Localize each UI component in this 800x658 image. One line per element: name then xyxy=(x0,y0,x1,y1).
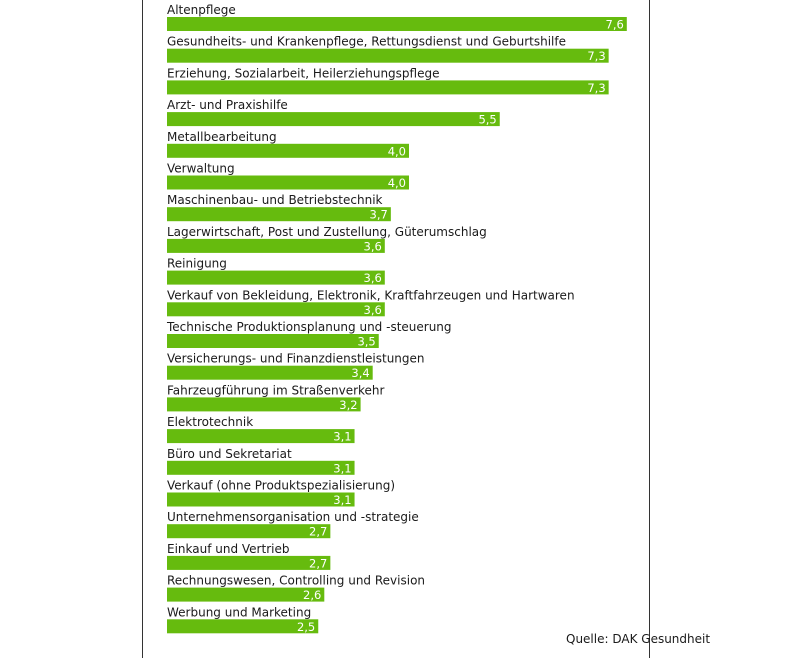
value-label: 2,7 xyxy=(309,524,328,539)
value-label: 2,5 xyxy=(296,619,316,634)
bar xyxy=(167,429,355,443)
bar xyxy=(167,302,385,316)
value-label: 3,6 xyxy=(363,239,382,254)
category-label: Verkauf (ohne Produktspezialisierung) xyxy=(167,478,395,493)
bar xyxy=(167,397,361,411)
value-label: 4,0 xyxy=(387,144,406,159)
bar xyxy=(167,556,330,570)
value-label: 4,0 xyxy=(387,176,406,190)
value-label: 7,3 xyxy=(587,80,606,95)
category-label: Versicherungs- und Finanzdienstleistungen xyxy=(167,351,425,366)
bar xyxy=(167,239,385,253)
category-label: Altenpflege xyxy=(167,3,236,17)
value-label: 3,6 xyxy=(363,271,382,286)
bar xyxy=(167,366,373,380)
bar xyxy=(167,49,609,63)
category-label: Arzt- und Praxishilfe xyxy=(167,98,288,113)
value-label: 7,6 xyxy=(605,17,624,32)
bar xyxy=(167,176,409,190)
value-label: 3,1 xyxy=(333,429,352,444)
category-label: Lagerwirtschaft, Post und Zustellung, Güterumschlag xyxy=(167,224,487,239)
source-note: Quelle: DAK Gesundheit xyxy=(566,632,711,646)
bar xyxy=(167,334,379,348)
category-label: Maschinenbau- und Betriebstechnik xyxy=(167,193,383,208)
category-label: Elektrotechnik xyxy=(167,415,254,430)
category-label: Verkauf von Bekleidung, Elektronik, Kraftfahrzeugen und Hartwaren xyxy=(167,288,575,303)
bar xyxy=(167,80,609,94)
category-label: Verwaltung xyxy=(167,161,235,176)
value-label: 3,1 xyxy=(333,461,352,476)
category-label: Rechnungswesen, Controlling und Revision xyxy=(167,573,426,588)
value-label: 2,6 xyxy=(303,588,322,603)
bar xyxy=(167,588,324,602)
value-label: 3,5 xyxy=(357,334,376,349)
value-label: 3,4 xyxy=(351,366,370,381)
value-label: 7,3 xyxy=(587,49,606,64)
value-label: 3,1 xyxy=(333,493,352,507)
bar xyxy=(167,461,355,475)
category-label: Büro und Sekretariat xyxy=(167,446,292,461)
bar xyxy=(167,144,409,158)
category-label: Erziehung, Sozialarbeit, Heilerziehungspflege xyxy=(167,66,440,81)
category-label: Fahrzeugführung im Straßenverkehr xyxy=(167,383,385,398)
bar xyxy=(167,619,318,633)
category-label: Metallbearbeitung xyxy=(167,129,277,144)
bar xyxy=(167,207,391,221)
category-label: Unternehmensorganisation und -strategie xyxy=(167,510,419,525)
bar xyxy=(167,17,627,31)
bar xyxy=(167,112,500,126)
value-label: 2,7 xyxy=(309,556,328,571)
category-label: Werbung und Marketing xyxy=(167,605,312,620)
category-label: Einkauf und Vertrieb xyxy=(167,541,290,556)
value-label: 3,7 xyxy=(369,207,388,222)
bar xyxy=(167,493,355,507)
category-label: Gesundheits- und Krankenpflege, Rettungsdienst und Geburtshilfe xyxy=(167,34,566,49)
value-label: 3,2 xyxy=(339,397,358,412)
bar xyxy=(167,271,385,285)
value-label: 5,5 xyxy=(478,112,497,127)
category-label: Reinigung xyxy=(167,256,227,271)
bar xyxy=(167,524,330,538)
category-label: Technische Produktionsplanung und -steuerung xyxy=(167,320,452,334)
value-label: 3,6 xyxy=(363,302,382,317)
